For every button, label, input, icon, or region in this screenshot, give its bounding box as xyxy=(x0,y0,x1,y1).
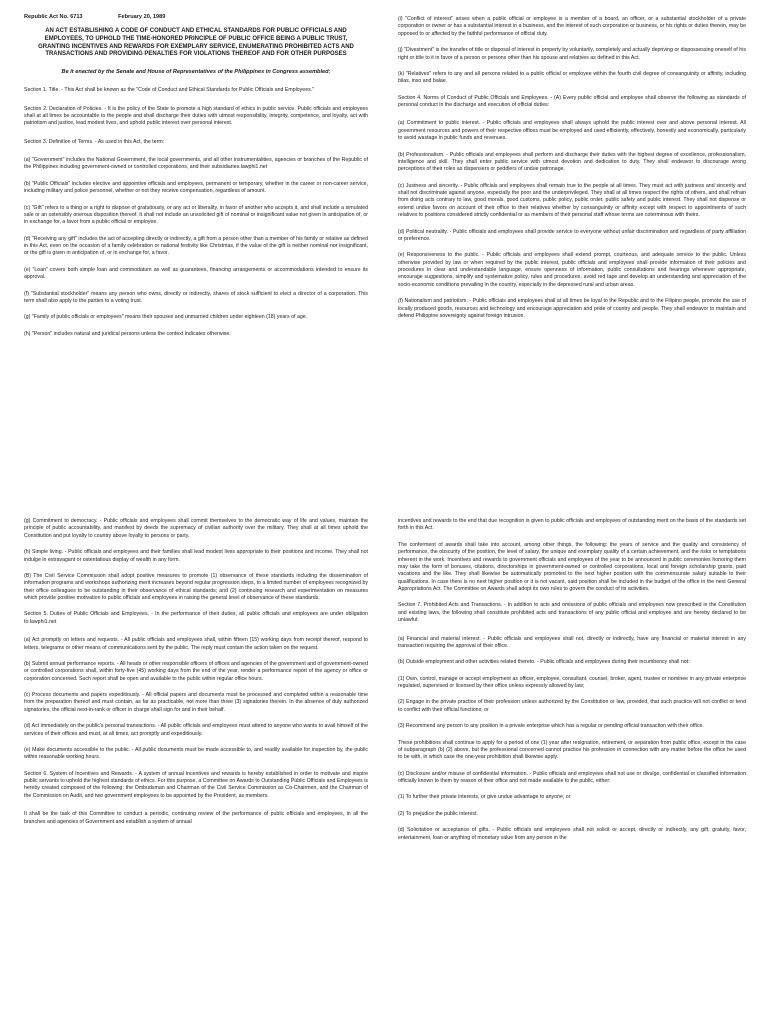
page-3-content xyxy=(24,518,368,1018)
paragraph: (b) "Public Officials" includes elective and appointive officials and employees, permanent or temporary, whether in the career or non-career service, including military and police personnel, whether or not they receive compensation, regardless of amount. xyxy=(24,180,368,195)
paragraph: Section 7. Prohibited Acts and Transactions. - In addition to acts and omissions of public officials and employees now prescribed in the Constitution and existing laws, the following shall constitute prohibited acts and transactions of any public official and employee and are hereby declared to be unlawful: xyxy=(398,602,746,624)
page-1-paragraphs xyxy=(24,87,368,338)
paragraph: (c) Process documents and papers expeditiously. - All official papers and documents must be processed and completed within a reasonable time from the preparation thereof and must contain, as far as practicable, not more than three (3) signatories therein. In the absence of duly authorized signatories, the official next-in-rank or officer in charge shall sign for and in their behalf. xyxy=(24,692,368,713)
paragraph: (b) Professionalism. - Public officials and employees shall perform and discharge their duties with the highest degree of excellence, professionalism, intelligence and skill. They shall enter public service with utmost devotion and dedication to duty. They shall endeavor to discourage wrong perceptions of their roles as dispensers or peddlers of undue patronage. xyxy=(398,151,746,173)
paragraph: (h) Simple living. - Public officials and employees and their families shall lead modest lives appropriate to their positions and income. They shall not indulge in extravagant or ostentatious display of wealth in any form. xyxy=(24,549,368,563)
paragraph: (a) Commitment to public interest. - Public officials and employees shall always uphold the public interest over and above personal interest. All government resources and powers of their respective offices must be employed and used efficiently, effectively, honestly and economically, particularly to avoid wastage in public funds and revenues. xyxy=(398,120,746,142)
paragraph: (1) To further their private interests, or give undue advantage to anyone; or xyxy=(398,794,571,801)
paragraph: (h) "Person" includes natural and juridical persons unless the context indicates otherwise. xyxy=(24,330,231,337)
paragraph: (c) Disclosure and/or misuse of confidential information. - Public officials and employees shall not use or divulge, confidential or classified information officially known to them by reason of their office and not made available to the public, either: xyxy=(398,770,746,784)
paragraph: Section 5. Duties of Public Officials and Employees. - In the performance of their duties, all public officials and employees are under obligation to:lawphi1.net xyxy=(24,611,368,625)
paragraph: (e) Make documents accessible to the public. - All public documents must be made accessible to, and readily available for inspection by, the public within reasonable working hours. xyxy=(24,746,368,761)
page-2-content xyxy=(398,16,746,506)
paragraph: (d) Solicitation or acceptance of gifts. - Public officials and employees shall not solicit or accept, directly or indirectly, any gift, gratuity, favor, entertainment, loan or anything of monetary value from any person in the xyxy=(398,827,746,841)
paragraph: (a) "Government" includes the National Government, the local governments, and all other instrumentalities, agencies or branches of the Republic of the Philippines including government-owned or controlled corporations, and their subsidiaries.lawphi1.net xyxy=(24,157,368,171)
page-2 xyxy=(384,0,768,512)
paragraph: (2) To prejudice the public interest. xyxy=(398,810,478,817)
paragraph: Section 4. Norms of Conduct of Public Officials and Employees. - (A) Every public official and employee shall observe the following as standards of personal conduct in the discharge and execution of official duties: xyxy=(398,94,746,108)
paragraph: The conferment of awards shall take into account, among other things, the following: the years of service and the quality and consistency of performance, the obscurity of the position, the level of salary, the unique and exemplary quality of a certain achievement, and the risks or temptations inherent in the work. Incentives and rewards to government officials and employees of the year to be announced in public ceremonies honoring them may take the form of bonuses, citations, directorships in government-owned or controlled corporations, local and foreign scholarship grants, paid vacations and the like. They shall likewise be automatically promoted to the next higher position with the commensurate salary suitable to their qualifications. In case there is no next higher position or it is not vacant, said position shall be included in the budget of the office in the next General Appropriations Act. The Committee on Awards shall adopt its own rules to govern the conduct of its activities. xyxy=(398,541,746,592)
paragraph: Section 2. Declaration of Policies. - It is the policy of the State to promote a high standard of ethics in public service. Public officials and employees shall at all times be accountable to the people and shall discharge their duties with utmost responsibility, integrity, competence, and loyalty, act with patriotism and justice, lead modest lives, and uphold public interest over personal interest. xyxy=(24,105,368,127)
paragraph: (d) Political neutrality. - Public officials and employees shall provide service to everyone without unfair discrimination and regardless of party affiliation or preference. xyxy=(398,228,746,242)
paragraph: (f) "Substantial stockholder" means any person who owns, directly or indirectly, shares of stock sufficient to elect a director of a corporation. This term shall also apply to the parties to a voting trust. xyxy=(24,290,368,304)
paragraph: (c) "Gift" refers to a thing or a right to dispose of gratuitously, or any act or liberality, in favor of another who accepts it, and shall include a simulated sale or an ostensibly onerous disposition thereof. It shall not include an unsolicited gift of nominal or insignificant value not given in anticipation of, or in exchange for, a favor from a public official or employee. xyxy=(24,204,368,226)
page-1 xyxy=(0,0,384,512)
paragraph: (a) Financial and material interest. - Public officials and employees shall not, directly or indirectly, have any financial or material interest in any transaction requiring the approval of their office. xyxy=(398,635,746,649)
paragraph: (j) "Divestment" is the transfer of title or disposal of interest in property by voluntarily, completely and actually depriving or dispossessing oneself of his right or title to it in favor of a person or persons other than his spouse and relatives as defined in this Act. xyxy=(398,47,746,61)
paragraph: (g) "Family of public officials or employees" means their spouses and unmarried children under eighteen (18) years of age. xyxy=(24,314,308,321)
paragraph: (f) Nationalism and patriotism. - Public officials and employees shall at all times be loyal to the Republic and to the Filipino people, promote the use of locally produced goods, resources and technology and encourage appreciation and pride of country and people. They shall endeavor to maintain and defend Philippine sovereignty against foreign intrusion. xyxy=(398,298,746,319)
paragraph: (3) Recommend any person to any position in a private enterprise which has a regular or pending official transaction with their office. xyxy=(398,723,704,730)
page-4-paragraphs xyxy=(398,518,746,842)
paragraph: (e) "Loan" covers both simple loan and commodatum as well as guarantees, financing arrangements or accommodations intended to ensure its approval. xyxy=(24,266,368,281)
paragraph: (e) Responsiveness to the public. - Public officials and employees shall extend prompt, courteous, and adequate service to the public. Unless otherwise provided by law or when required by the public interest, public officials and employees shall provide information of their policies and procedures in clear and understandable language, ensure openness of information, public consultations and hearings whenever appropriate, encourage suggestions, simplify and systematize policy, rules and procedures, avoid red tape and develop an understanding and appreciation of the socio-economic conditions prevailing in the country, especially in the depressed rural and urban areas. xyxy=(398,252,746,288)
paragraph: (B) The Civil Service Commission shall adopt positive measures to promote (1) observance of these standards including the dissemination of information programs and workshops authorizing merit increases beyond regular progression steps, to a limited number of employees recognized by their office colleagues to be outstanding in their observance of ethical standards; and (2) continuing research and experimentation on measures which provide positive motivation to public officials and employees in raising the general level of observance of these standards. xyxy=(24,572,368,601)
act-title: AN ACT ESTABLISHING A CODE OF CONDUCT AND ETHICAL STANDARDS FOR PUBLIC OFFICIALS AND EMPLOYEES, TO UPHOLD THE TIME-HONORED PRINCIPLE OF PUBLIC OFFICE BEING A PUBLIC TRUST, GRANTING INCENTIVES AND REWARDS FOR EXEMPLARY SERVICE, ENUMERATING PROHIBITED ACTS AND TRANSACTIONS AND PROVIDING PENALTIES FOR VIOLATIONS THEREOF AND FOR OTHER PURPOSES xyxy=(38,28,354,58)
act-number: Republic Act No. 6713 xyxy=(24,14,83,20)
paragraph: Section 6. System of Incentives and Rewards. - A system of annual incentives and rewards is hereby established in order to motivate and inspire public servants to uphold the highest standards of ethics. For this purpose, a Committee on Awards to Outstanding Public Officials and Employees is hereby created composed of the following: the Ombudsman and Chairman of the Civil Service Commission as Co-Chairmen, and the Chairman of the Commission on Audit, and two government employees to be appointed by the President, as members. xyxy=(24,770,368,799)
page-2-paragraphs xyxy=(398,16,746,320)
page-4 xyxy=(384,512,768,1024)
document-header xyxy=(24,14,368,20)
paragraph: incentives and rewards to the end that due recognition is given to public officials and employees of outstanding merit on the basis of the standards set forth in this Act. xyxy=(398,518,746,532)
page-3 xyxy=(0,512,384,1024)
paragraph: (2) Engage in the private practice of their profession unless authorized by the Constitution or law, provided, that such practice will not conflict or tend to conflict with their official functions; or xyxy=(398,699,746,713)
page-4-content xyxy=(398,518,746,1018)
enacting-clause: Be it enacted by the Senate and House of Representatives of the Philippines in Congress assembled: xyxy=(61,69,331,76)
paragraph: (g) Commitment to democracy. - Public officials and employees shall commit themselves to the democratic way of life and values, maintain the principle of public accountability, and manifest by deeds the supremacy of civilian authority over the military. They shall at all times uphold the Constitution and put loyalty to country above loyalty to persons or party. xyxy=(24,518,368,539)
paragraph: (c) Justness and sincerity. - Public officials and employees shall remain true to the people at all times. They must act with justness and sincerity and shall not discriminate against anyone, especially the poor and the underprivileged. They shall at all times respect the rights of others, and shall refrain from doing acts contrary to law, good morals, good customs, public policy, public order, public safety and public interest. They shall not dispense or extend undue favors on account of their office to their relatives whether by consanguinity or affinity except with respect to appointments of such relatives to positions considered strictly confidential or as members of their personal staff whose terms are coterminous with theirs. xyxy=(398,182,746,219)
paragraph: (d) "Receiving any gift" includes the act of accepting directly or indirectly, a gift from a person other than a member of his family or relative as defined in this Act, even on the occasion of a family celebration or national festivity like Christmas, if the value of the gift is neither nominal nor insignificant, or the gift is given in anticipation of, or in exchange for, a favor. xyxy=(24,235,368,257)
paragraph: (a) Act promptly on letters and requests. - All public officials and employees shall, within fifteen (15) working days from receipt thereof, respond to letters, telegrams or other means of communications sent by the public. The reply must contain the action taken on the request. xyxy=(24,637,368,651)
paragraph: Section 1. Title. - This Act shall be known as the "Code of Conduct and Ethical Standards for Public Officials and Employees." xyxy=(24,87,315,94)
paragraph: Section 3. Definition of Terms. - As used in this Act, the term: xyxy=(24,138,165,145)
paragraph: It shall be the task of this Committee to conduct a periodic, continuing review of the performance of public officials and employees, in all the branches and agencies of Government and establish a system of annual xyxy=(24,811,368,825)
paragraph: (1) Own, control, manage or accept employment as officer, employee, consultant, counsel, broker, agent, trustee or nominee in any private enterprise regulated, supervised or licensed by their office unless expressly allowed by law; xyxy=(398,675,746,689)
act-date: February 20, 1989 xyxy=(118,14,166,20)
paragraph: These prohibitions shall continue to apply for a period of one (1) year after resignation, retirement, or separation from public office, except in the case of subparagraph (b) (2) above, but the professional concerned cannot practice his profession in connection with any matter before the office he used to be with, in which case the one-year prohibition shall likewise apply. xyxy=(398,739,746,761)
paragraph: (i) "Conflict of interest" arises when a public official or employee is a member of a board, an officer, or a substantial stockholder of a private corporation or owner or has a substantial interest in a business, and the interest of such corporation or business, or his rights or duties therein, may be opposed to or affected by the faithful performance of official duty. xyxy=(398,16,746,37)
paragraph: (d) Act immediately on the public's personal transactions. - All public officials and employees must attend to anyone who wants to avail himself of the services of their offices and must, at all times, act promptly and expeditiously. xyxy=(24,723,368,737)
page-1-content xyxy=(24,14,368,506)
paragraph: (b) Submit annual performance reports. - All heads or other responsible officers of offices and agencies of the government and of government-owned or controlled corporations shall, within forty-five (45) working days from the end of the year, render a performance report of the agency or office or corporation concerned. Such report shall be open and available to the public within regular office hours. xyxy=(24,660,368,682)
page-3-paragraphs xyxy=(24,518,368,826)
paragraph: (b) Outside employment and other activities related thereto. - Public officials and employees during their incumbency shall not: xyxy=(398,659,690,666)
paragraph: (k) "Relatives" refers to any and all persons related to a public official or employee within the fourth civil degree of consanguinity or affinity, including bilas, inso and balae. xyxy=(398,70,746,85)
